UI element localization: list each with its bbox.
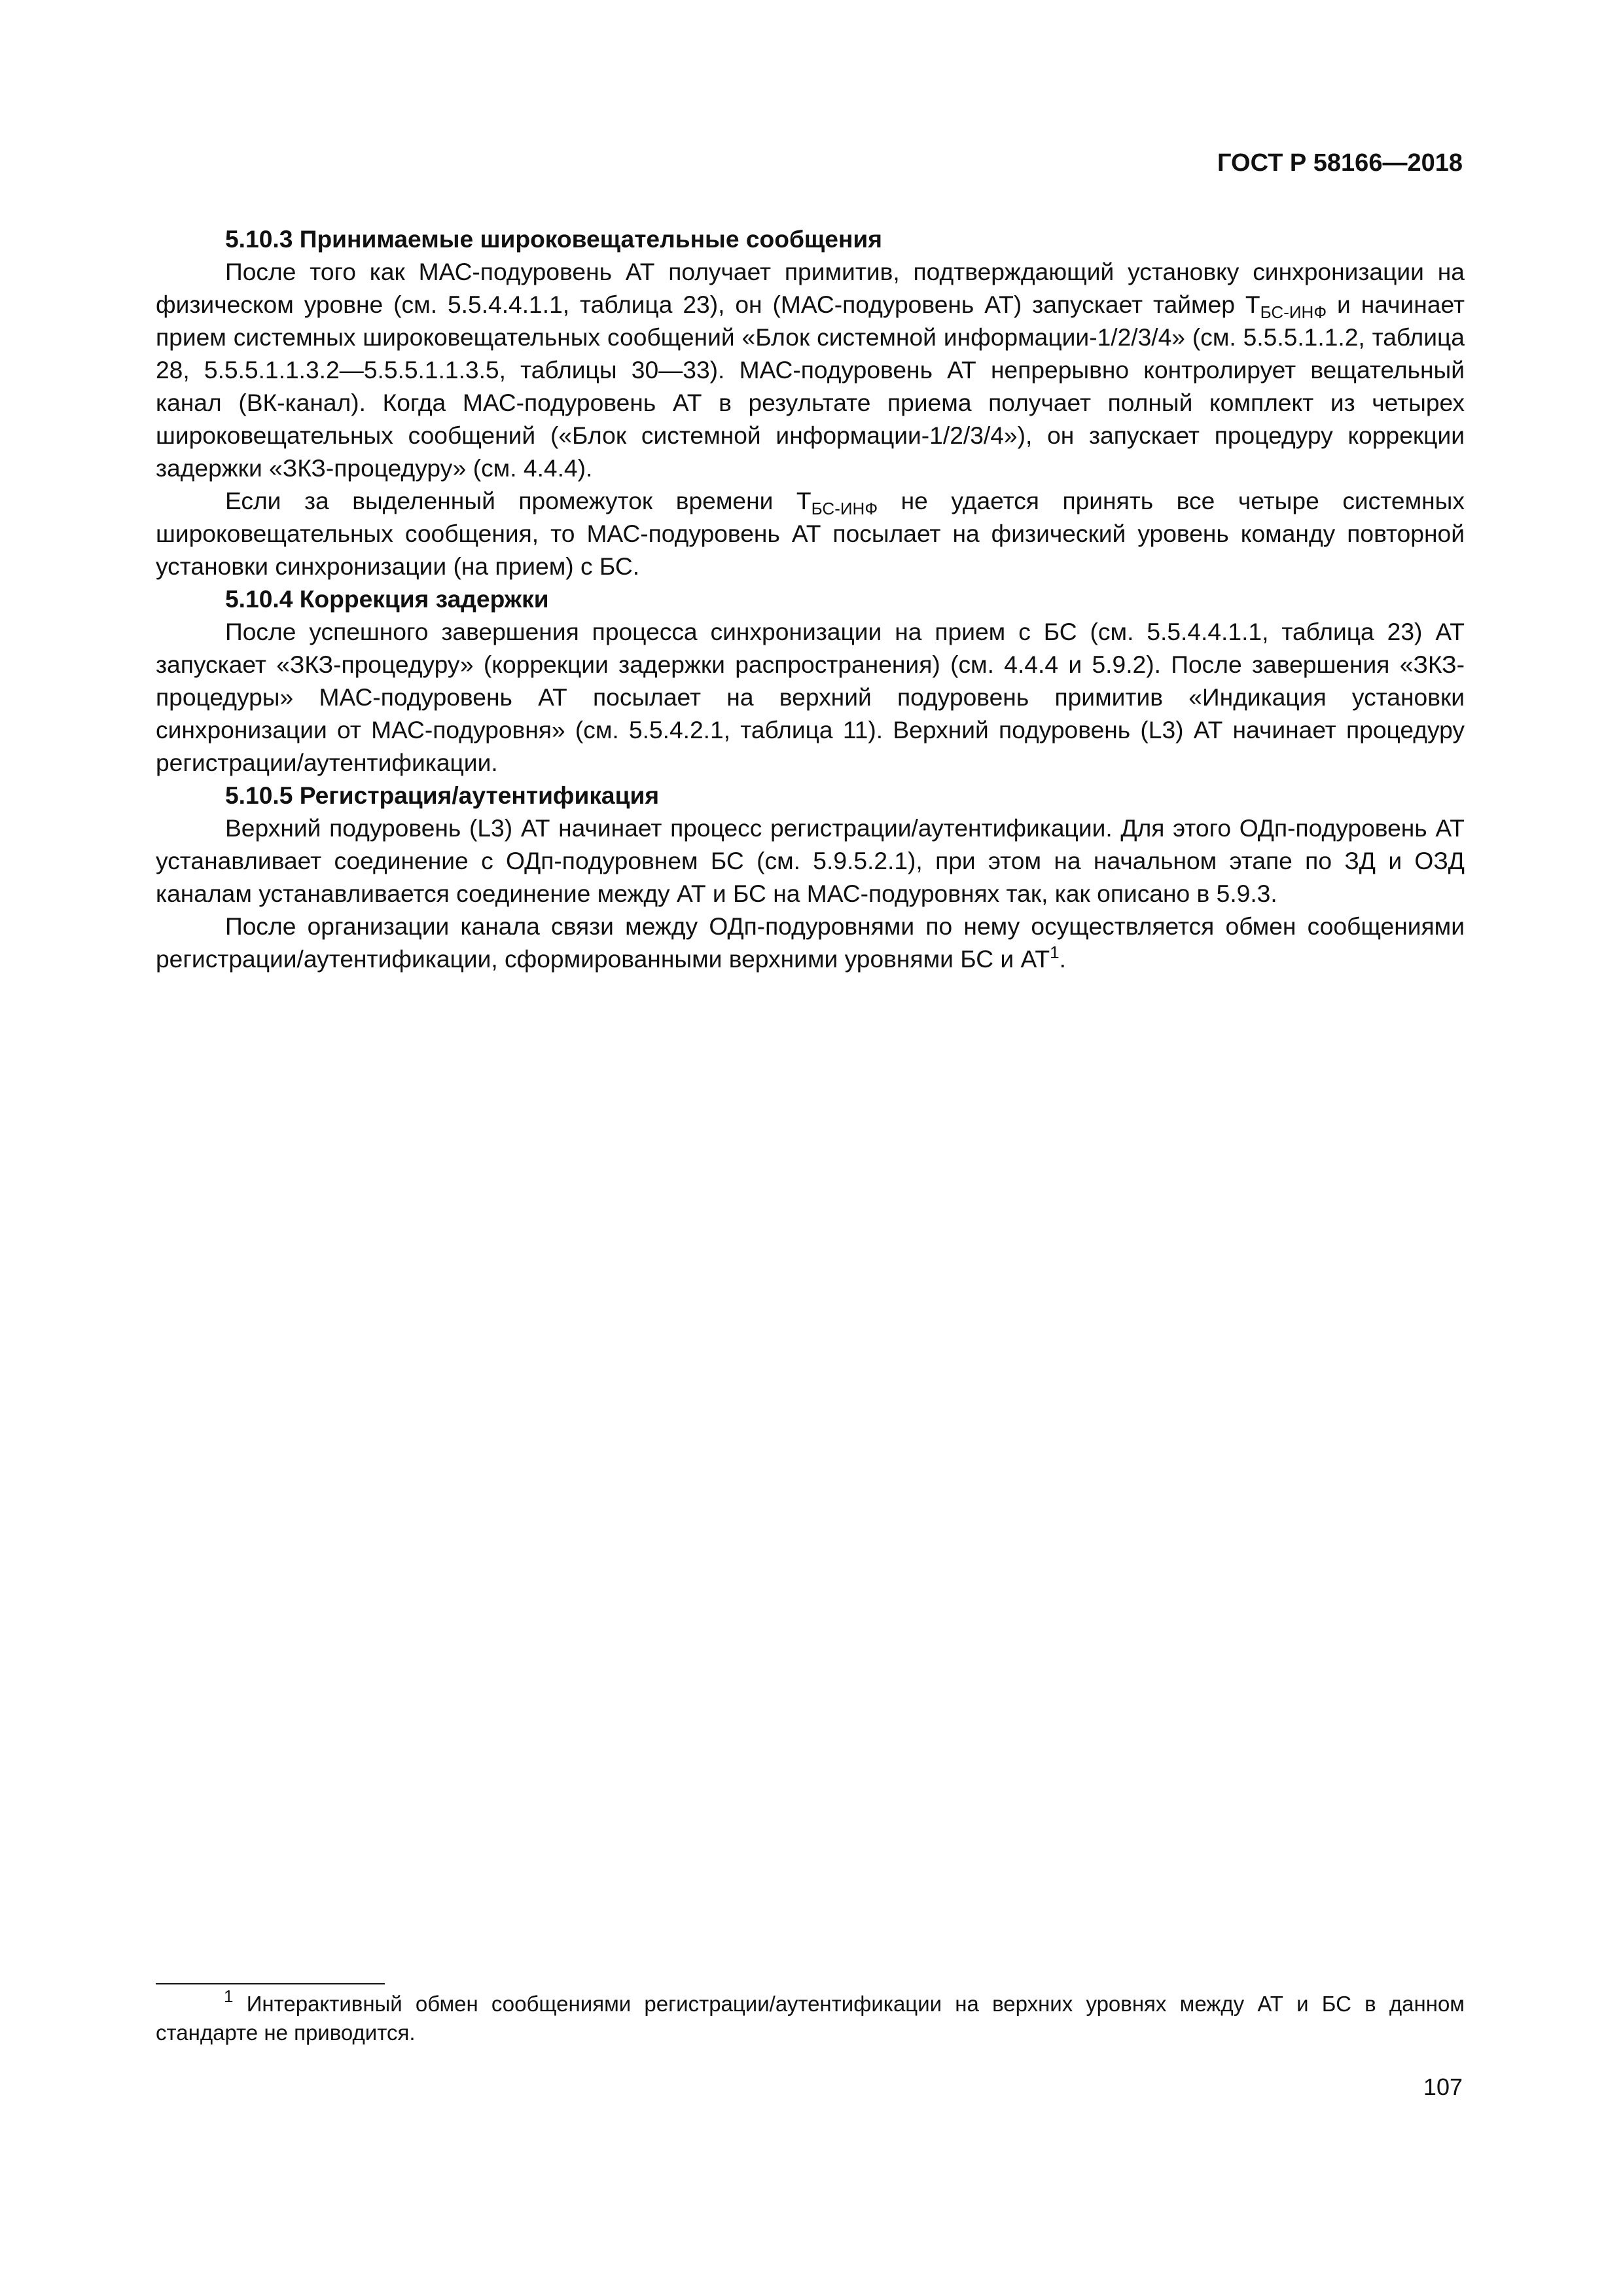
section-heading-5-10-4: 5.10.4 Коррекция задержки <box>225 585 549 613</box>
paragraph-text: Если за выделенный промежуток времени Т <box>225 487 812 514</box>
footnote-marker: 1 <box>224 1986 234 2006</box>
footnote-text: Интерактивный обмен сообщениями регистрации/аутентификации на верхних уровнях между АТ и БС в данном стандарте не приводится. <box>156 1992 1465 2045</box>
paragraph <box>156 910 1465 975</box>
subscript: БС-ИНФ <box>811 499 878 518</box>
paragraph-text: и начинает прием системных широковещательных сообщений «Блок системной информации-1/2/3/4» (см. 5.5.5.1.1.2, таблица 28, 5.5.5.1.1.3.2—5.5.5.1.1.3.5, таблицы 30—33). МАС-подуровень АТ непрерывно контролирует вещательный канал (ВК-канал). Когда МАС-подуровень АТ в результате приема получает полный комплект из четырех широковещательных сообщений («Блок системной информации-1/2/3/4»), он запускает процедуру коррекции задержки «ЗКЗ-процедуру» (см. 4.4.4). <box>156 291 1465 482</box>
document-header: ГОСТ Р 58166—2018 <box>1217 149 1463 177</box>
paragraph-text: После того как МАС-подуровень АТ получает примитив, подтверждающий установку синхронизации на физическом уровне (см. 5.5.4.4.1.1, таблица 23), он (МАС-подуровень АТ) запускает таймер Т <box>156 258 1465 318</box>
paragraph: Верхний подуровень (L3) АТ начинает процесс регистрации/аутентификации. Для этого ОДп-подуровень АТ устанавливает соединение с ОДп-подуровнем БС (см. 5.9.5.2.1), при этом на начальном этапе по ЗД и ОЗД каналам устанавливается соединение между АТ и БС на МАС-подуровнях так, как описано в 5.9.3. <box>156 814 1465 907</box>
document-body <box>156 223 1465 975</box>
section-heading-5-10-3: 5.10.3 Принимаемые широковещательные сообщения <box>225 225 882 253</box>
footnote-separator <box>156 1983 385 1984</box>
paragraph <box>156 255 1465 484</box>
page-number: 107 <box>1423 2073 1463 2100</box>
footnote-reference: 1 <box>1050 942 1060 962</box>
paragraph-text: После организации канала связи между ОДп-подуровнями по нему осуществляется обмен сообщениями регистрации/аутентификации, сформированными верхними уровнями БС и АТ <box>156 912 1465 973</box>
section-heading-5-10-5: 5.10.5 Регистрация/аутентификация <box>225 781 660 809</box>
paragraph: После успешного завершения процесса синхронизации на прием с БС (см. 5.5.4.4.1.1, таблица 23) АТ запускает «ЗКЗ-процедуру» (коррекции задержки распространения) (см. 4.4.4 и 5.9.2). После завершения «ЗКЗ-процедуры» МАС-подуровень АТ посылает на верхний подуровень примитив «Индикация установки синхронизации от МАС-подуровня» (см. 5.5.4.2.1, таблица 11). Верхний подуровень (L3) АТ начинает процедуру регистрации/аутентификации. <box>156 618 1465 776</box>
footnote <box>156 1986 1465 2047</box>
paragraph <box>156 484 1465 583</box>
paragraph-text: не удается принять все четыре системных широковещательных сообщения, то МАС-подуровень АТ посылает на физический уровень команду повторной установки синхронизации (на прием) с БС. <box>156 487 1465 580</box>
subscript: БС-ИНФ <box>1260 302 1327 322</box>
paragraph-text: . <box>1059 945 1066 973</box>
